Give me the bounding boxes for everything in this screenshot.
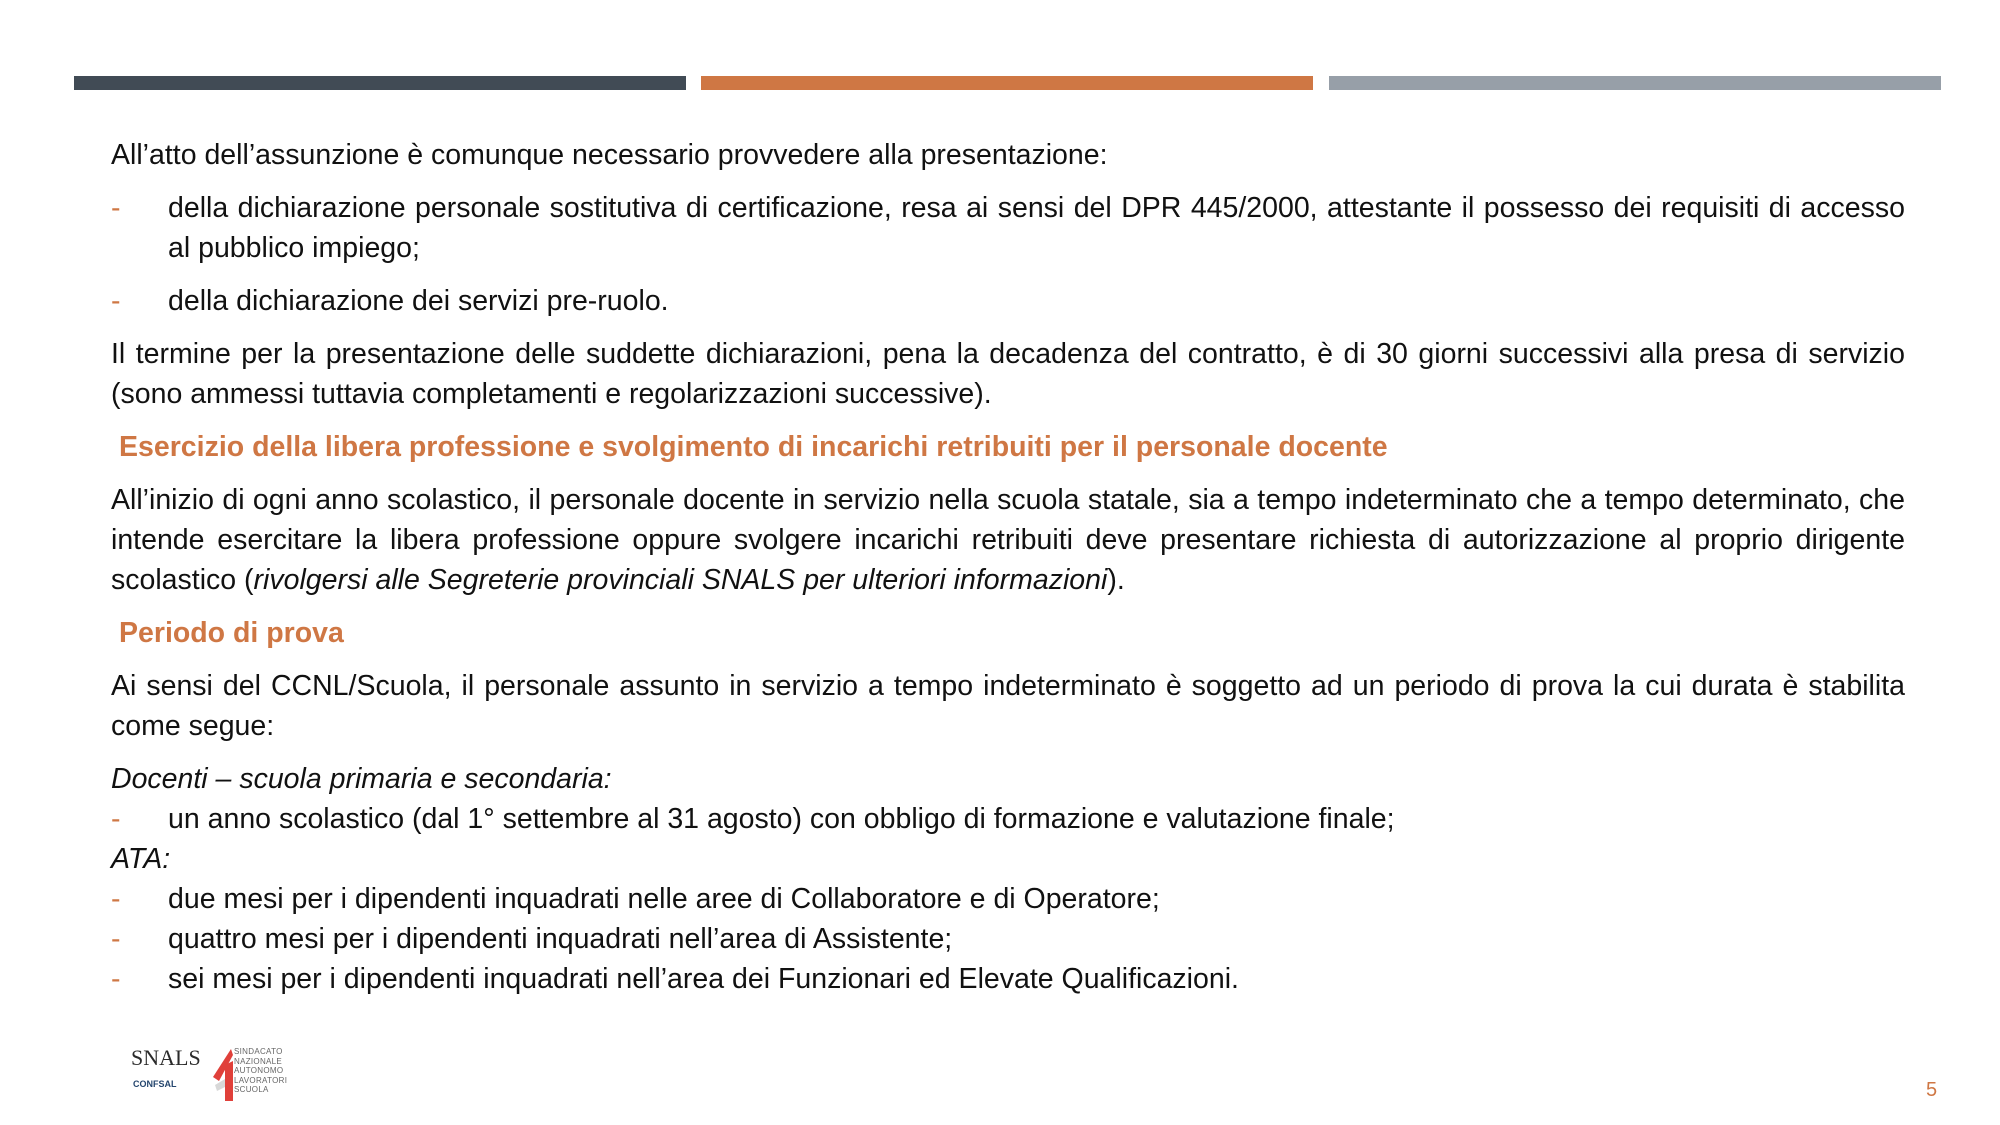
profession-text-italic: rivolgersi alle Segreterie provinciali SNALS per ulteriori informazioni	[253, 564, 1108, 596]
top-bar-dark	[74, 76, 686, 90]
top-bar-gray	[1329, 76, 1941, 90]
profession-paragraph	[111, 480, 1905, 600]
list-item-text: della dichiarazione personale sostitutiva di certificazione, resa ai sensi del DPR 445/2000, attestante il possesso dei requisiti di accesso al pubblico impiego;	[168, 192, 1905, 264]
bullet-marker: -	[111, 803, 121, 835]
list-item	[111, 959, 1905, 999]
list-item	[111, 919, 1905, 959]
logo-confederation: CONFSAL	[133, 1079, 177, 1089]
profession-text-start: All’inizio di ogni anno scolastico, il personale docente in servizio nella scuola statale, sia a tempo indeterminato che a tempo determinato, che intende esercitare la libera professione oppure svolgere incarichi retribuiti deve presentare richiesta di autorizzazione al proprio dirigente scolastico (	[111, 484, 1905, 596]
bullet-marker: -	[111, 883, 121, 915]
snals-logo	[131, 1045, 301, 1105]
intro-paragraph: All’atto dell’assunzione è comunque necessario provvedere alla presentazione:	[111, 139, 1108, 171]
section-heading-profession: Esercizio della libera professione e svolgimento di incarichi retribuiti per il personale docente	[119, 431, 1388, 463]
teachers-label: Docenti – scuola primaria e secondaria:	[111, 763, 612, 795]
list-item	[111, 188, 1905, 268]
logo-mark-icon	[211, 1045, 235, 1103]
trial-paragraph: Ai sensi del CCNL/Scuola, il personale assunto in servizio a tempo indeterminato è soggetto ad un periodo di prova la cui durata è stabilita come segue:	[111, 670, 1905, 742]
list-item	[111, 879, 1905, 919]
list-item-text: sei mesi per i dipendenti inquadrati nell’area dei Funzionari ed Elevate Qualificazioni.	[168, 963, 1239, 995]
list-item	[111, 799, 1905, 839]
bullet-marker: -	[111, 923, 121, 955]
logo-words	[234, 1047, 287, 1095]
logo-word: LAVORATORI	[234, 1075, 288, 1085]
page-number: 5	[1926, 1079, 1938, 1101]
list-item-text: due mesi per i dipendenti inquadrati nelle aree di Collaboratore e di Operatore;	[168, 883, 1160, 915]
ata-label: ATA:	[111, 843, 171, 875]
list-item-text: quattro mesi per i dipendenti inquadrati nell’area di Assistente;	[168, 923, 953, 955]
bullet-marker: -	[111, 963, 121, 995]
section-heading-trial: Periodo di prova	[119, 617, 344, 649]
logo-word: AUTONOMO	[234, 1066, 284, 1076]
bullet-marker: -	[111, 192, 121, 224]
logo-word: SCUOLA	[234, 1085, 269, 1095]
bullet-marker: -	[111, 285, 121, 317]
slide-body	[111, 135, 1905, 999]
list-item	[111, 281, 1905, 321]
profession-text-end: ).	[1107, 564, 1125, 596]
term-paragraph: Il termine per la presentazione delle suddette dichiarazioni, pena la decadenza del contratto, è di 30 giorni successivi alla presa di servizio (sono ammessi tuttavia completamenti e regolarizzazioni successive).	[111, 338, 1905, 410]
logo-word: SINDACATO	[234, 1047, 283, 1056]
list-item-text: un anno scolastico (dal 1° settembre al 31 agosto) con obbligo di formazione e valutazione finale;	[168, 803, 1395, 835]
logo-word: NAZIONALE	[234, 1056, 283, 1066]
logo-name: SNALS	[131, 1045, 201, 1070]
top-bar-orange	[701, 76, 1313, 90]
list-item-text: della dichiarazione dei servizi pre-ruolo.	[168, 285, 669, 317]
